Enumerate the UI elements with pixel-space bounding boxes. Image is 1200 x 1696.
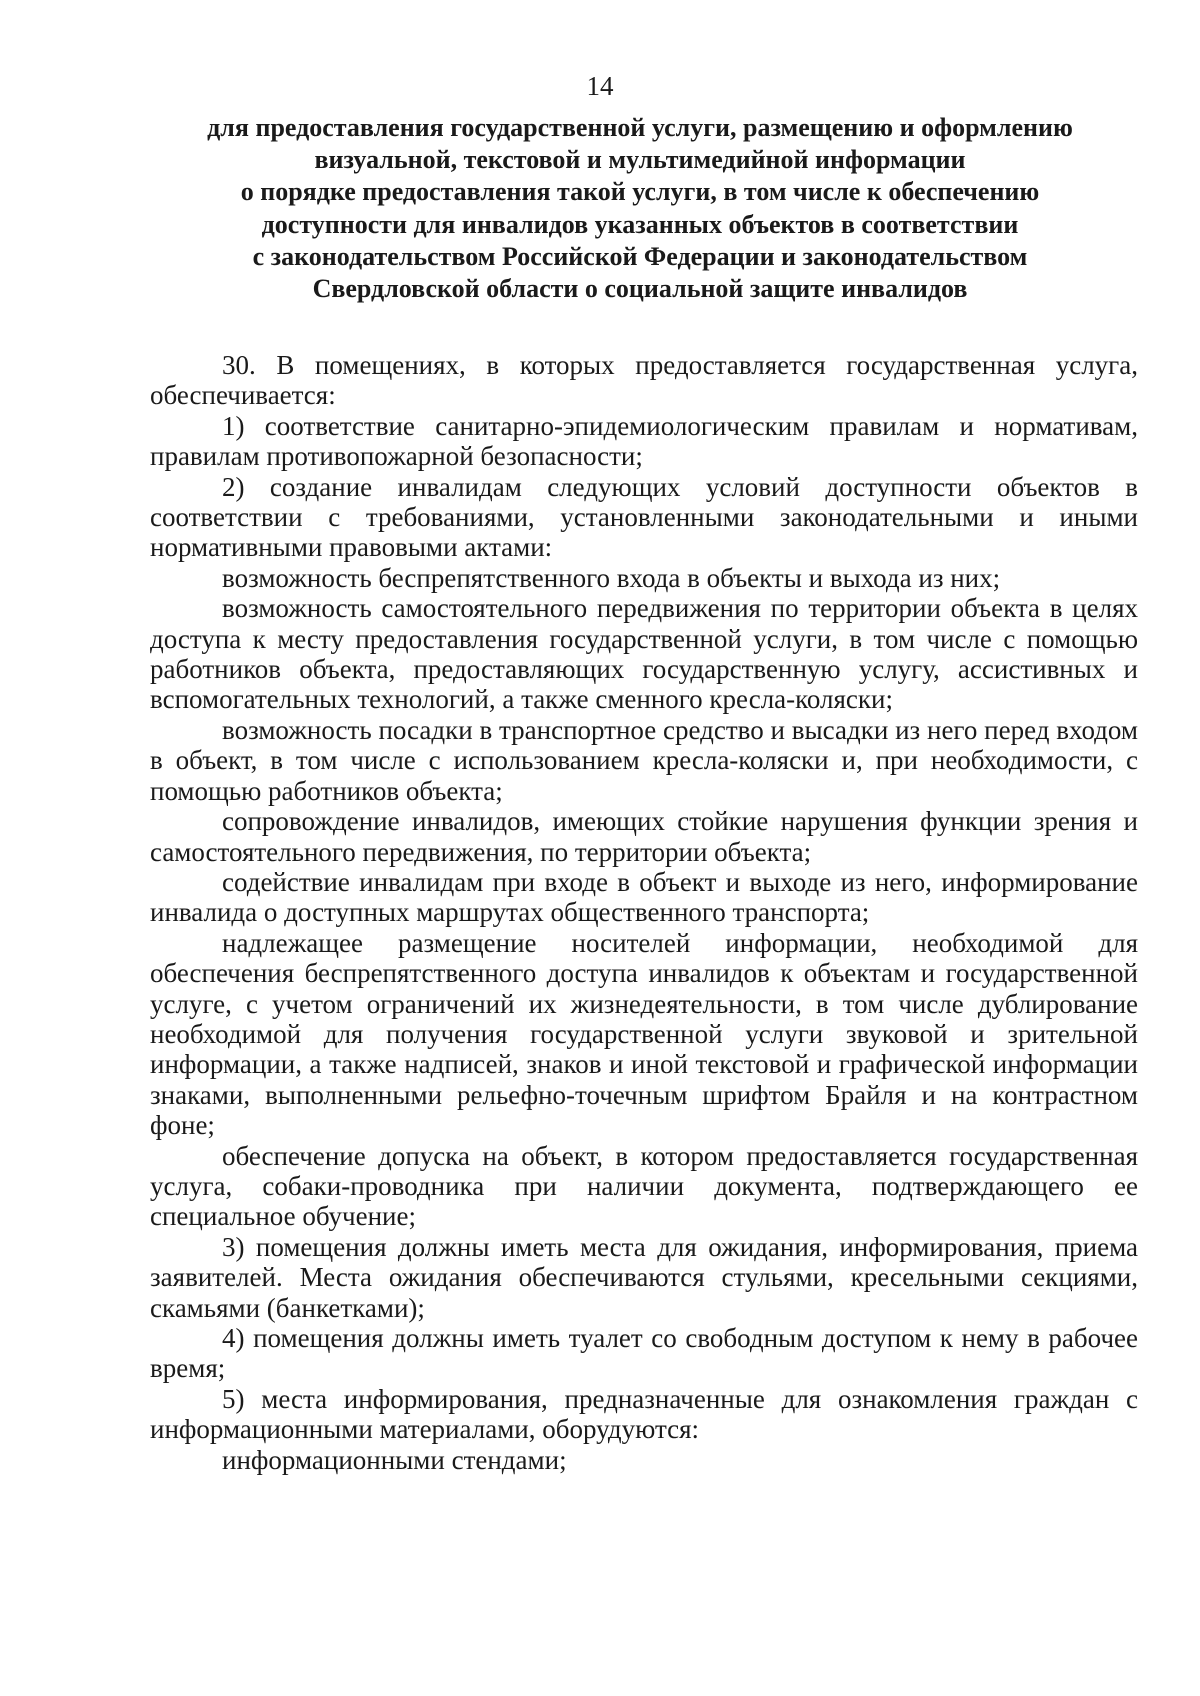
paragraph-subitem-3: 3) помещения должны иметь места для ожидания, информирования, приема заявителей. Места ожидания обеспечиваются стульями, кресельными секциями, скамьями (банкетками); [150,1231,1138,1323]
paragraph-condition: возможность посадки в транспортное средство и высадки из него перед входом в объект, в том числе с использованием кресла-коляски и, при необходимости, с помощью работников объекта; [150,714,1138,806]
heading-line: Свердловской области о социальной защите инвалидов [312,274,968,304]
paragraph-item-30: 30. В помещениях, в которых предоставляется государственная услуга, обеспечивается: [150,350,1138,411]
page-number: 14 [586,71,614,101]
paragraph-condition: надлежащее размещение носителей информации, необходимой для обеспечения беспрепятственного доступа инвалидов к объектам и государственной услуге, с учетом ограничений их жизнедеятельности, в том числе дублирование необходимой для получения государственной услуги звуковой и зрительной информации, а также надписей, знаков и иной текстовой и графической информации знаками, выполненными рельефно-точечным шрифтом Брайля и на контрастном фоне; [150,927,1138,1141]
document-body [150,350,1138,1475]
heading-line: для предоставления государственной услуги, размещению и оформлению [207,113,1073,142]
paragraph-condition: содействие инвалидам при входе в объект и выходе из него, информирование инвалида о доступных маршрутах общественного транспорта; [150,866,1138,928]
section-heading [150,112,1130,305]
heading-line: визуальной, текстовой и мультимедийной информации [314,145,966,175]
paragraph-subitem-5: 5) места информирования, предназначенные для ознакомления граждан с информационными материалами, оборудуются: [150,1383,1138,1445]
heading-line: о порядке предоставления такой услуги, в том числе к обеспечению [240,177,1040,207]
paragraph-condition: возможность беспрепятственного входа в объекты и выхода из них; [222,562,1001,593]
heading-line: доступности для инвалидов указанных объектов в соответствии [261,209,1019,239]
heading-line: с законодательством Российской Федерации и законодательством [252,241,1028,271]
paragraph-subitem-4: 4) помещения должны иметь туалет со свободным доступом к нему в рабочее время; [150,1323,1138,1384]
paragraph-condition: возможность самостоятельного передвижения по территории объекта в целях доступа к месту предоставления государственной услуги, в том числе с помощью работников объекта, предоставляющих государственную услугу, ассистивных и вспомогательных технологий, а также сменного кресла-коляски; [150,593,1138,715]
paragraph-subitem-2: 2) создание инвалидам следующих условий доступности объектов в соответствии с требованиями, установленными законодательными и иными нормативными правовыми актами: [150,471,1138,563]
paragraph-condition: сопровождение инвалидов, имеющих стойкие нарушения функции зрения и самостоятельного передвижения, по территории объекта; [150,806,1138,867]
paragraph-condition: информационными стендами; [222,1444,567,1475]
paragraph-subitem-1: 1) соответствие санитарно-эпидемиологическим правилам и нормативам, правилам противопожарной безопасности; [150,410,1138,472]
paragraph-condition: обеспечение допуска на объект, в котором предоставляется государственная услуга, собаки-проводника при наличии документа, подтверждающего ее специальное обучение; [150,1140,1138,1232]
